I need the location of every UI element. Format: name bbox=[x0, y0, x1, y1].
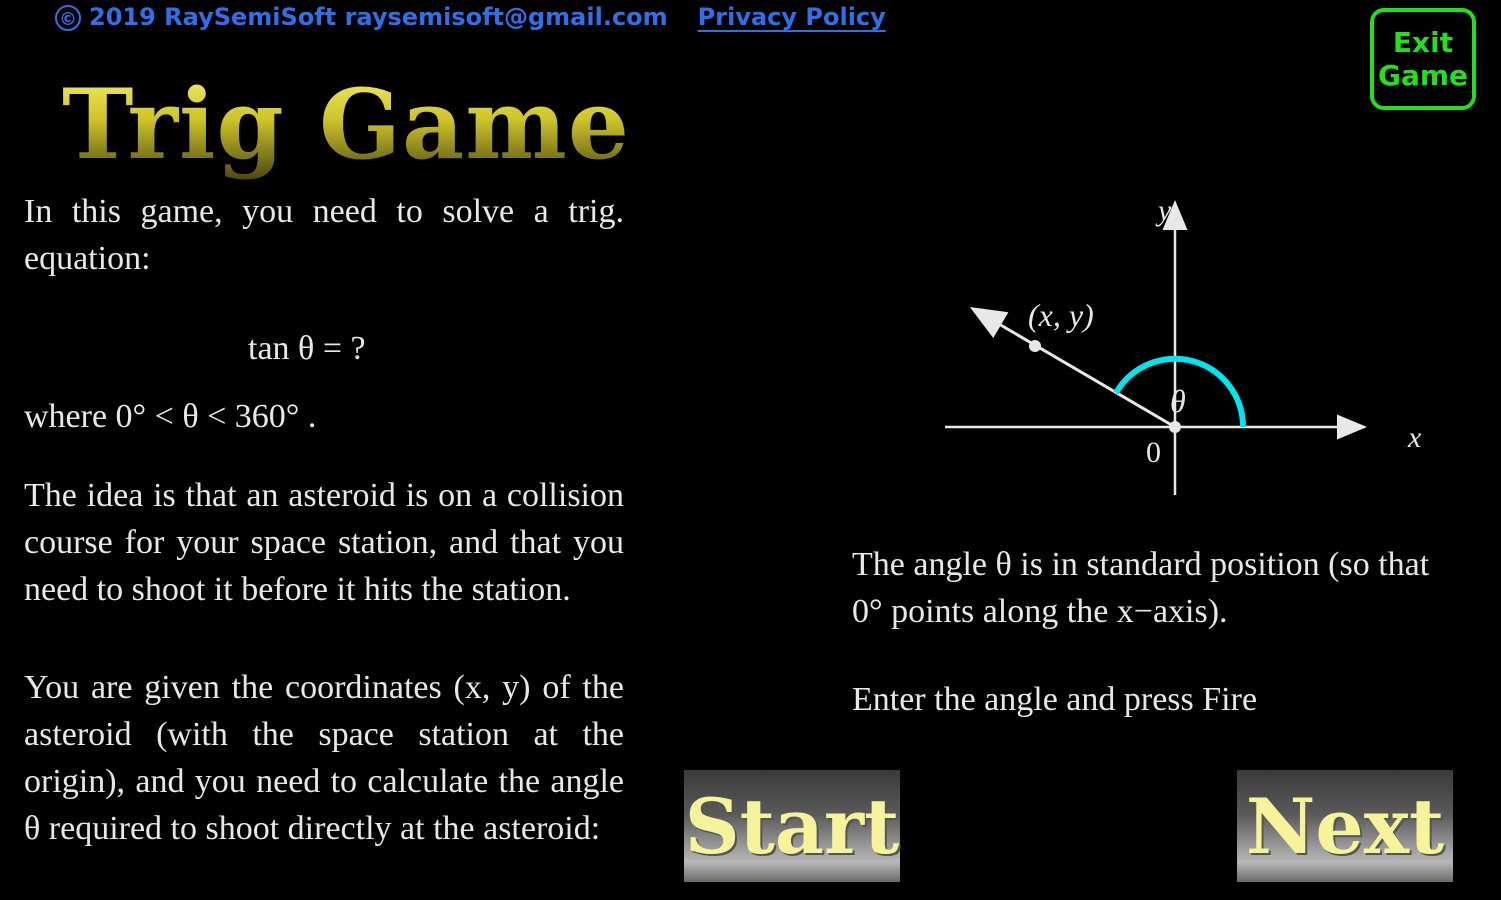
instruction-text: Enter the angle and press Fire bbox=[852, 681, 1258, 718]
copyright-icon: © bbox=[55, 5, 81, 31]
start-button[interactable] bbox=[684, 770, 900, 882]
next-button[interactable] bbox=[1237, 770, 1453, 882]
angle-diagram bbox=[930, 190, 1450, 510]
exit-button-line1: Exit bbox=[1392, 25, 1454, 59]
intro-paragraph-2: The idea is that an asteroid is on a collision course for your space station, and that you need to shoot it before it hits the station. bbox=[24, 477, 624, 608]
exit-game-button[interactable] bbox=[1370, 8, 1476, 110]
top-bar bbox=[55, 0, 886, 34]
angle-range: where 0° < θ < 360° . bbox=[24, 398, 317, 435]
standard-position-text: The angle θ is in standard position (so that 0° points along the x−axis). bbox=[852, 546, 1430, 630]
point-label: (x, y) bbox=[1028, 297, 1094, 333]
copyright-text bbox=[55, 3, 668, 31]
y-axis-label: y bbox=[1158, 194, 1172, 227]
privacy-policy-link[interactable]: Privacy Policy bbox=[697, 3, 886, 31]
copyright-label: 2019 RaySemiSoft raysemisoft@gmail.com bbox=[89, 3, 668, 31]
x-axis-label: x bbox=[1408, 421, 1422, 454]
intro-paragraph-3: You are given the coordinates (x, y) of the asteroid (with the space station at the origin), and you need to calculate the angle θ required to shoot directly at the asteroid: bbox=[24, 669, 624, 847]
exit-button-line2: Game bbox=[1377, 59, 1469, 92]
start-button-label: Start bbox=[684, 781, 900, 871]
origin-label: 0 bbox=[1146, 436, 1161, 469]
asteroid-point bbox=[1029, 340, 1041, 352]
equation: tan θ = ? bbox=[248, 330, 366, 367]
next-button-label: Next bbox=[1245, 781, 1445, 871]
theta-label: θ bbox=[1170, 383, 1186, 419]
game-title: Trig Game bbox=[62, 68, 630, 181]
intro-paragraph-1: In this game, you need to solve a trig. equation: bbox=[24, 193, 624, 277]
origin-point bbox=[1169, 421, 1181, 433]
